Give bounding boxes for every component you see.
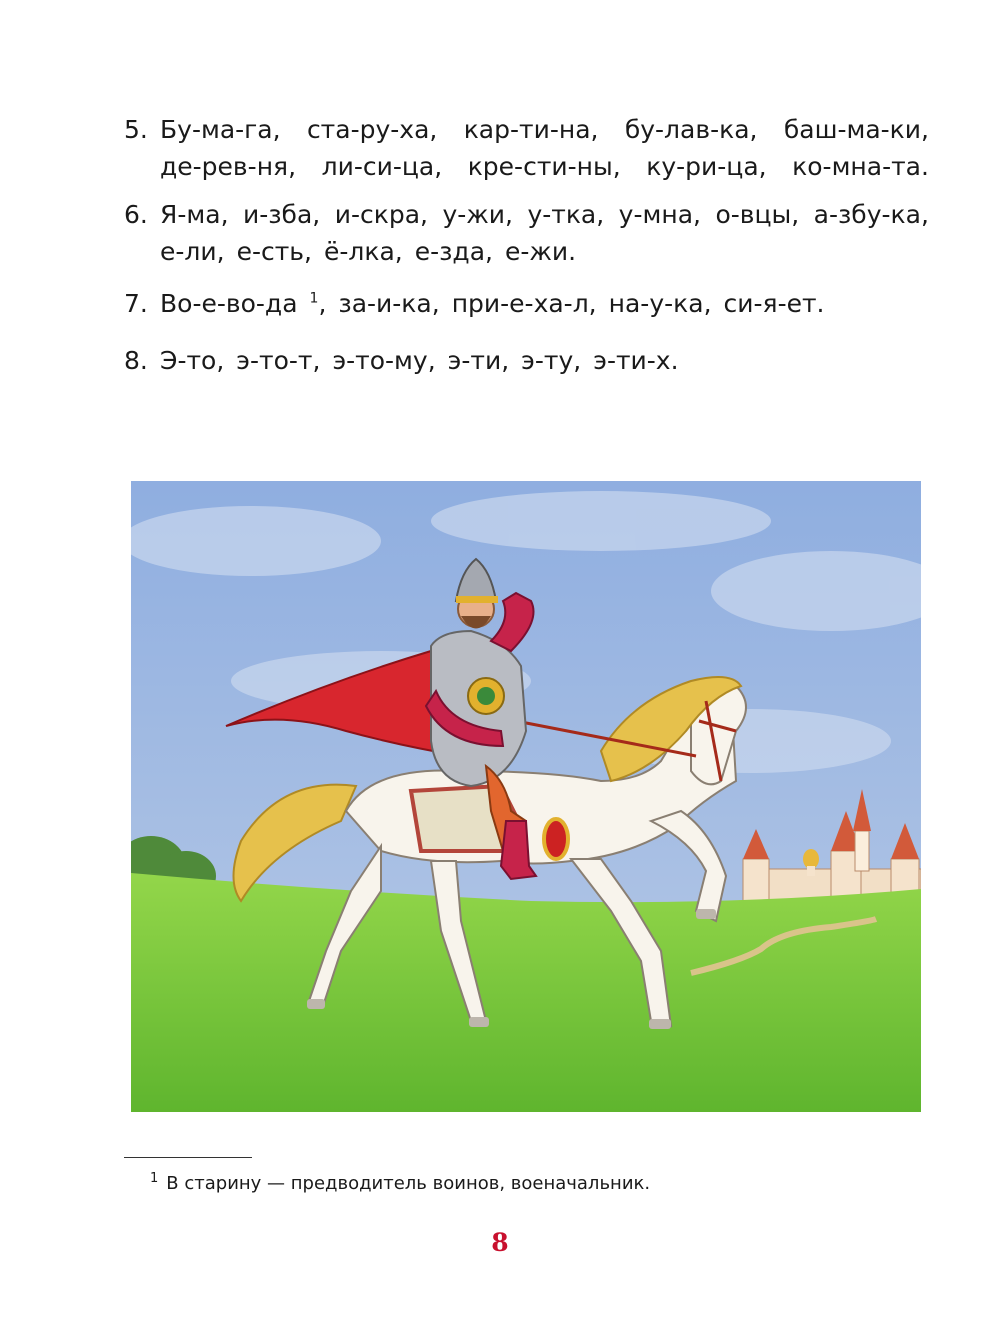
syllable-word: и-зба, xyxy=(243,200,321,229)
syllable-word: Бу-ма-га, xyxy=(160,115,281,144)
syllable-word: Я-ма, xyxy=(160,200,229,229)
syllable-word: и-скра, xyxy=(334,200,428,229)
syllable-word: баш-ма-ки, xyxy=(783,115,929,144)
syllable-word: у-тка, xyxy=(527,200,605,229)
syllable-word: бу-лав-ка, xyxy=(624,115,758,144)
syllable-word: кар-ти-на, xyxy=(463,115,599,144)
syllable-word: э-то-т, xyxy=(236,346,321,375)
exercise-6 xyxy=(124,196,929,270)
page-number: 8 xyxy=(491,1228,509,1257)
footnote-rule xyxy=(124,1157,252,1158)
syllable-word: э-ти, xyxy=(447,346,510,375)
illustration-drawing xyxy=(131,481,921,1112)
exercise-line xyxy=(160,233,929,270)
exercise-number: 7. xyxy=(124,289,148,318)
syllable-word: о-вцы, xyxy=(715,200,800,229)
footnote-mark: 1 xyxy=(150,1171,159,1186)
syllable-word: у-мна, xyxy=(618,200,701,229)
exercise-5 xyxy=(124,111,929,185)
footnote-text: В старину — предводитель воинов, военачальник. xyxy=(166,1173,651,1194)
syllable-word: кре-сти-ны, xyxy=(467,152,621,181)
syllable-word: Э-то, xyxy=(160,346,225,375)
syllable-word: си-я-ет. xyxy=(723,289,825,318)
syllable-word: а-збу-ка, xyxy=(813,200,929,229)
syllable-word: за-и-ка, xyxy=(338,289,440,318)
syllable-word: де-рев-ня, xyxy=(160,152,297,181)
exercise-line xyxy=(160,342,929,379)
exercise-8 xyxy=(124,342,929,379)
exercise-number: 8. xyxy=(124,346,148,375)
syllable-word: ко-мна-та. xyxy=(792,152,929,181)
exercise-line xyxy=(160,148,929,185)
syllable-word: при-е-ха-л, xyxy=(451,289,597,318)
syllable-word-with-footnote: Во-е-во-да $^1$, xyxy=(160,289,327,318)
footnote-reference: 1 xyxy=(309,290,319,307)
syllable-word: на-у-ка, xyxy=(608,289,712,318)
exercise-line xyxy=(160,285,929,322)
syllable-word: е-жи. xyxy=(504,237,577,266)
syllable-word: Во-е-во-да xyxy=(160,289,298,318)
syllable-word: е-ли, xyxy=(160,237,225,266)
exercise-7 xyxy=(124,285,929,322)
syllable-word: ё-лка, xyxy=(323,237,403,266)
syllable-word: ли-си-ца, xyxy=(321,152,443,181)
syllable-word: э-ту, xyxy=(521,346,582,375)
saddle-medallion xyxy=(544,819,568,859)
knight-on-horse-illustration xyxy=(131,481,921,1112)
syllable-word: ку-ри-ца, xyxy=(646,152,767,181)
syllable-word: э-то-му, xyxy=(332,346,436,375)
exercise-line xyxy=(160,111,929,148)
syllable-word: е-сть, xyxy=(236,237,312,266)
footnote xyxy=(150,1167,650,1196)
syllable-word: ста-ру-ха, xyxy=(306,115,438,144)
exercise-number: 6. xyxy=(124,200,148,229)
syllable-word: э-ти-х. xyxy=(593,346,679,375)
exercise-line xyxy=(160,196,929,233)
exercise-number: 5. xyxy=(124,115,148,144)
syllable-word: у-жи, xyxy=(442,200,513,229)
meadow xyxy=(131,873,921,1112)
syllable-word: е-зда, xyxy=(414,237,493,266)
